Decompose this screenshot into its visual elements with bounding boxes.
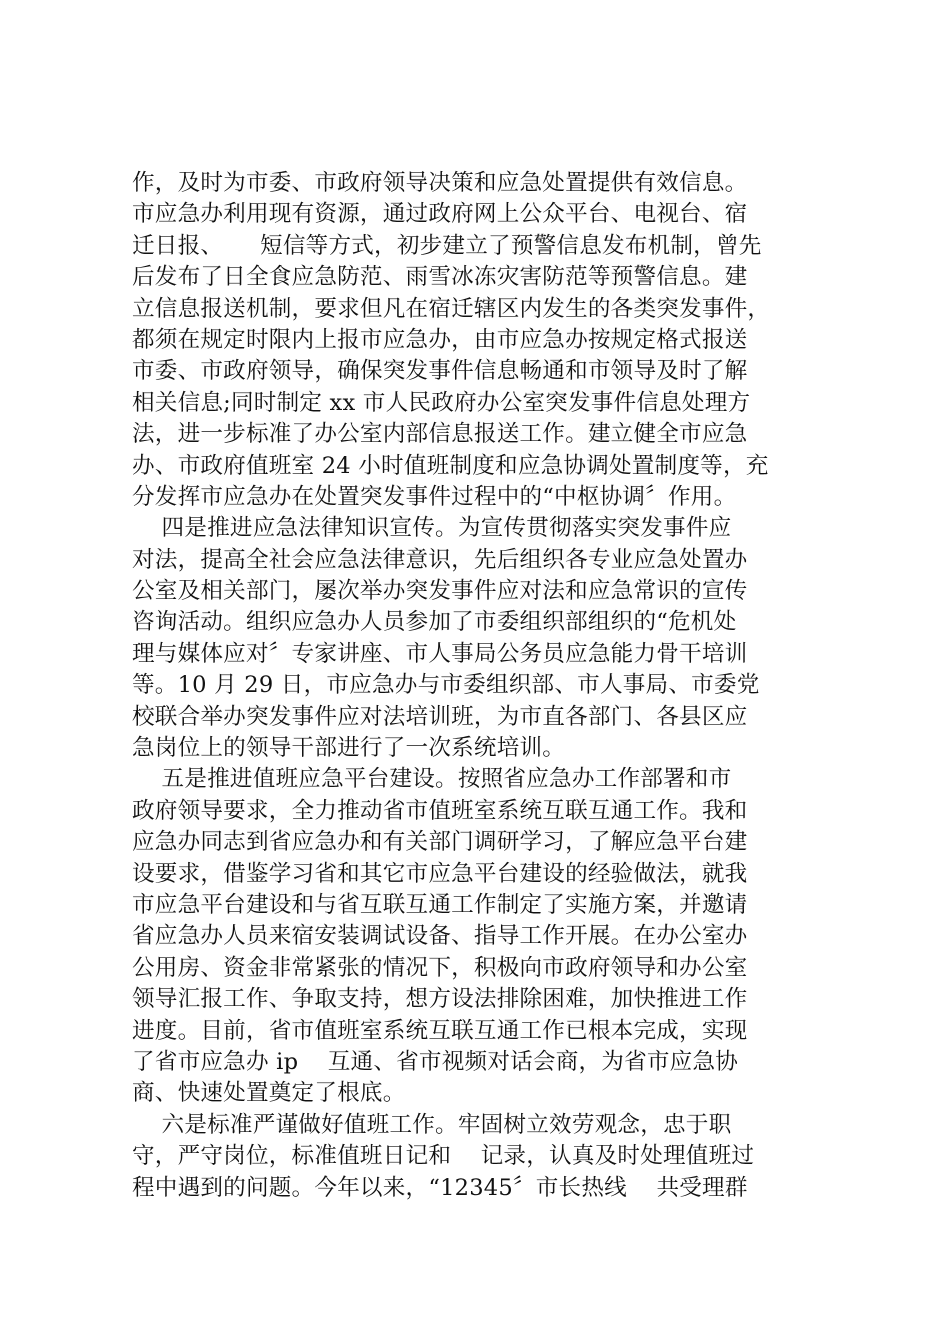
text-line: 省应急办人员来宿安装调试设备、指导工作开展。在办公室办 bbox=[132, 923, 748, 950]
text-line: 法，进一步标准了办公室内部信息报送工作。建立健全市应急 bbox=[132, 421, 748, 448]
document-body-text bbox=[132, 168, 832, 1204]
text-line: 程中遇到的问题。今年以来，“12345〞市长热线 共受理群 bbox=[132, 1174, 748, 1201]
text-line: 市委、市政府领导，确保突发事件信息畅通和市领导及时了解 bbox=[132, 358, 748, 385]
text-line: 等。10 月 29 日，市应急办与市委组织部、市人事局、市委党 bbox=[132, 672, 760, 699]
text-line: 分发挥市应急办在处置突发事件过程中的“中枢协调〞作用。 bbox=[132, 483, 737, 510]
text-line: 咨询活动。组织应急办人员参加了市委组织部组织的“危机处 bbox=[132, 609, 737, 636]
text-line: 作，及时为市委、市政府领导决策和应急处置提供有效信息。 bbox=[132, 170, 748, 196]
paragraph-start-line: 四是推进应急法律知识宣传。为宣传贯彻落实突发事件应 bbox=[132, 515, 732, 542]
text-line: 理与媒体应对〞专家讲座、市人事局公务员应急能力骨干培训 bbox=[132, 640, 748, 667]
text-line: 都须在规定时限内上报市应急办，由市应急办按规定格式报送 bbox=[132, 326, 748, 353]
text-line: 政府领导要求，全力推动省市值班室系统互联互通工作。我和 bbox=[132, 797, 748, 824]
text-line: 守，严守岗位，标准值班日记和 记录，认真及时处理值班过 bbox=[132, 1143, 755, 1170]
text-line: 公室及相关部门，屡次举办突发事件应对法和应急常识的宣传 bbox=[132, 578, 748, 605]
text-line: 公用房、资金非常紧张的情况下，积极向市政府领导和办公室 bbox=[132, 954, 748, 981]
paragraph-start-line: 五是推进值班应急平台建设。按照省应急办工作部署和市 bbox=[132, 766, 732, 793]
text-line: 迁日报、 短信等方式，初步建立了预警信息发布机制，曾先 bbox=[132, 232, 762, 259]
text-line: 后发布了日全食应急防范、雨雪冰冻灾害防范等预警信息。建 bbox=[132, 264, 748, 291]
text-line: 急岗位上的领导干部进行了一次系统培训。 bbox=[132, 735, 566, 762]
text-line: 市应急平台建设和与省互联互通工作制定了实施方案，并邀请 bbox=[132, 891, 748, 918]
paragraph-start-line: 六是标准严谨做好值班工作。牢固树立效劳观念，忠于职 bbox=[132, 1111, 732, 1138]
text-line: 领导汇报工作、争取支持，想方设法排除困难，加快推进工作 bbox=[132, 986, 748, 1013]
text-line: 市应急办利用现有资源，通过政府网上公众平台、电视台、宿 bbox=[132, 201, 748, 228]
text-line: 校联合举办突发事件应对法培训班，为市直各部门、各县区应 bbox=[132, 703, 748, 730]
text-line: 设要求，借鉴学习省和其它市应急平台建设的经验做法，就我 bbox=[132, 860, 748, 887]
text-line: 相关信息;同时制定 xx 市人民政府办公室突发事件信息处理方 bbox=[132, 389, 751, 416]
text-line: 了省市应急办 ip 互通、省市视频对话会商，为省市应急协 bbox=[132, 1048, 739, 1075]
text-line: 应急办同志到省应急办和有关部门调研学习，了解应急平台建 bbox=[132, 829, 748, 856]
text-line: 办、市政府值班室 24 小时值班制度和应急协调处置制度等，充 bbox=[132, 452, 769, 479]
text-line: 商、快速处置奠定了根底。 bbox=[132, 1080, 406, 1107]
text-line: 立信息报送机制，要求但凡在宿迁辖区内发生的各类突发事件， bbox=[132, 295, 771, 322]
text-line: 进度。目前，省市值班室系统互联互通工作已根本完成，实现 bbox=[132, 1017, 748, 1044]
text-line: 对法，提高全社会应急法律意识，先后组织各专业应急处置办 bbox=[132, 546, 748, 573]
